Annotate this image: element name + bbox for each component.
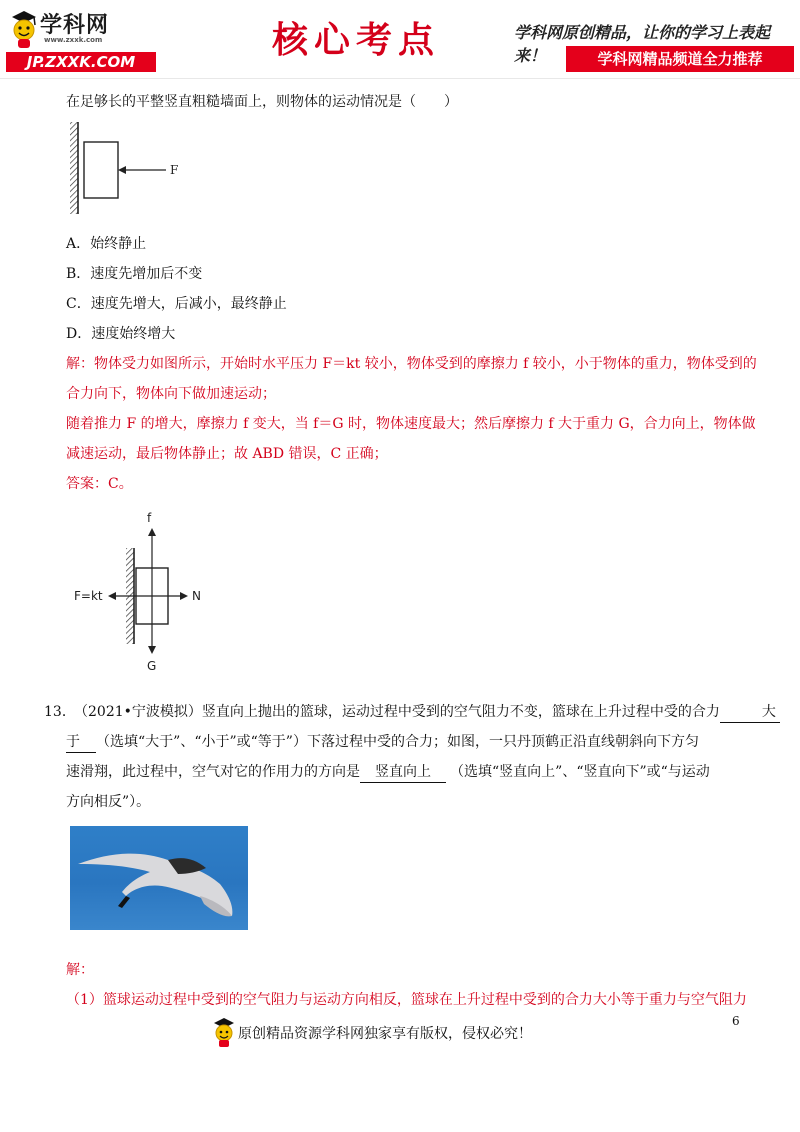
blank-answer-1-part2: 于 xyxy=(66,734,80,750)
footer-mascot-icon xyxy=(212,1016,236,1048)
option-d: D．速度始终增大 xyxy=(66,326,176,342)
mascot-icon xyxy=(8,8,40,50)
logo-bar: JP.ZXXK.COM xyxy=(6,52,156,72)
page-title: 核心考点 xyxy=(272,19,441,61)
q13-number: 13． xyxy=(44,704,76,720)
slogan-bar: 学科网精品频道全力推荐 xyxy=(566,46,794,72)
solution-line: 随着推力 F 的增大，摩擦力 f 变大，当 f＝G 时，物体速度最大；然后摩擦力 f 大于重力 G，合力向上，物体做 xyxy=(66,416,756,432)
q13-solution-head: 解： xyxy=(66,962,94,978)
q12-force-diagram xyxy=(70,508,230,674)
fig2-label-g: G xyxy=(147,659,157,673)
solution-line: 减速运动，最后物体静止；故 ABD 错误，C 正确； xyxy=(66,446,388,462)
blank-answer-2 xyxy=(360,762,446,783)
fig2-label-force: F=kt xyxy=(74,589,103,603)
crane-icon xyxy=(70,826,248,930)
logo-name: 学科网 xyxy=(40,13,110,38)
logo-url: www.zxxk.com xyxy=(44,36,103,44)
q13-line3-text-a: 速滑翔，此过程中，空气对它的作用力的方向是 xyxy=(66,764,360,780)
solution-line: 解：物体受力如图所示，开始时水平压力 F＝kt 较小，物体受到的摩擦力 f 较小，小于物体的重力，物体受到的 xyxy=(66,356,757,372)
page-number: 6 xyxy=(732,1014,740,1028)
option-c: C．速度先增大，后减小，最终静止 xyxy=(66,296,287,312)
q12-stem: 在足够长的平整竖直粗糙墙面上，则物体的运动情况是（ ） xyxy=(66,94,458,110)
answer: 答案：C。 xyxy=(66,476,133,492)
footer-copyright: 原创精品资源学科网独家享有版权，侵权必究！ xyxy=(238,1026,532,1042)
fig1-force-label: F xyxy=(170,163,179,177)
blank-answer-2-text: 竖直向上 xyxy=(375,764,431,780)
q13-line1-text: （2021•宁波模拟）竖直向上抛出的篮球，运动过程中受到的空气阻力不变，篮球在上升过程中受的合力 xyxy=(74,704,720,720)
q13-solution-line: （1）篮球运动过程中受到的空气阻力与运动方向相反，篮球在上升过程中受到的合力大小等于重力与空气阻力 xyxy=(66,992,747,1008)
option-a: A．始终静止 xyxy=(66,236,147,252)
q13-line1 xyxy=(74,702,780,723)
slogan: 学科网原创精品，让你的学习上表起来！ xyxy=(514,23,771,65)
q13-line3 xyxy=(66,762,710,783)
solution-line: 合力向下，物体向下做加速运动； xyxy=(66,386,276,402)
crane-photo xyxy=(70,826,248,930)
blank-answer-1-part1: 大 xyxy=(761,704,776,720)
q13-line2 xyxy=(66,732,699,753)
option-b: B．速度先增加后不变 xyxy=(66,266,203,282)
header-divider xyxy=(0,78,800,79)
q13-line3-text-b: （选填“竖直向上”、“竖直向下”或“与运动 xyxy=(450,764,710,780)
fig2-label-n: N xyxy=(192,589,201,603)
header xyxy=(0,0,800,80)
q13-line2-text: （选填“大于”、“小于”或“等于”）下落过程中受的合力；如图，一只丹顶鹤正沿直线朝斜向下方匀 xyxy=(96,734,699,750)
fig2-label-f: f xyxy=(147,511,152,525)
blank-answer-1 xyxy=(720,702,780,723)
q12-figure-wall-block xyxy=(64,118,204,218)
q13-line4: 方向相反”）。 xyxy=(66,794,151,810)
blank-answer-1-cont xyxy=(66,732,96,753)
